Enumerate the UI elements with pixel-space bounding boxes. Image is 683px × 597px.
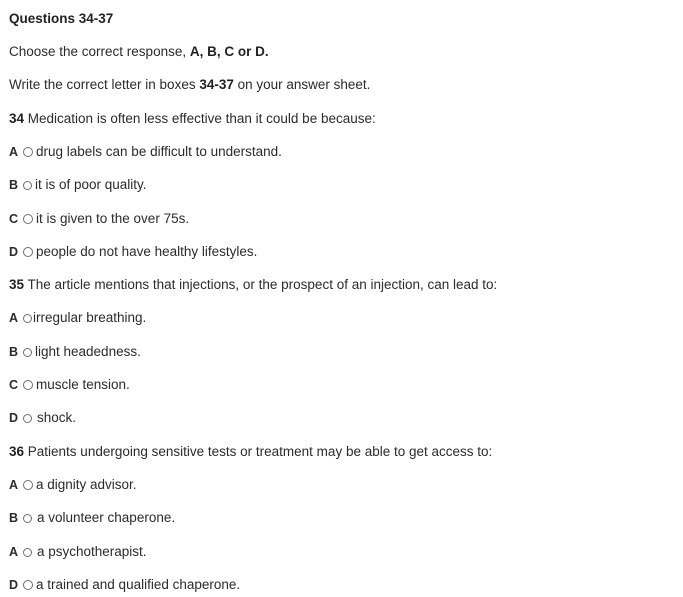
question-35-option-b[interactable] <box>9 343 141 361</box>
option-letter: A <box>9 545 19 559</box>
radio-button[interactable] <box>23 247 33 257</box>
question-number: 34 <box>9 111 25 126</box>
instruction-choose-text: Choose the correct response, <box>9 44 190 59</box>
option-text: it is given to the over 75s. <box>36 211 190 226</box>
radio-button[interactable] <box>23 514 32 523</box>
option-letter: D <box>9 578 19 592</box>
radio-button[interactable] <box>23 314 32 323</box>
question-35-option-c[interactable] <box>9 376 130 394</box>
instruction-choose-letters: A, B, C or D. <box>189 44 269 59</box>
option-text: a trained and qualified chaperone. <box>36 577 241 592</box>
radio-button[interactable] <box>23 214 33 224</box>
page-title: Questions 34-37 <box>9 11 114 26</box>
option-text: a psychotherapist. <box>37 544 147 559</box>
question-text: The article mentions that injections, or the prospect of an injection, can lead to: <box>24 277 498 292</box>
question-36-option-c[interactable] <box>9 543 147 561</box>
instruction-write-text: Write the correct letter in boxes <box>9 77 200 92</box>
instruction-write <box>9 76 370 94</box>
radio-button[interactable] <box>23 480 33 490</box>
radio-button[interactable] <box>23 181 32 190</box>
instruction-write-suffix: on your answer sheet. <box>233 77 371 92</box>
option-text: it is of poor quality. <box>35 177 147 192</box>
option-text: irregular breathing. <box>33 310 147 325</box>
instruction-write-range: 34-37 <box>199 77 234 92</box>
option-letter: A <box>9 478 19 492</box>
question-35-option-a[interactable] <box>9 309 146 327</box>
option-letter: B <box>9 511 19 525</box>
question-text: Medication is often less effective than it could be because: <box>24 111 376 126</box>
question-34-option-b[interactable] <box>9 176 147 194</box>
option-letter: B <box>9 345 19 359</box>
instruction-choose <box>9 43 269 61</box>
option-text: light headedness. <box>35 344 141 359</box>
question-text: Patients undergoing sensitive tests or treatment may be able to get access to: <box>24 444 493 459</box>
option-text: shock. <box>37 410 77 425</box>
option-text: people do not have healthy lifestyles. <box>36 244 258 259</box>
question-34-option-a[interactable] <box>9 143 282 161</box>
question-number: 36 <box>9 444 25 459</box>
option-letter: C <box>9 378 19 392</box>
option-letter: A <box>9 145 19 159</box>
option-letter: C <box>9 212 19 226</box>
option-letter: D <box>9 411 19 425</box>
radio-button[interactable] <box>23 348 32 357</box>
question-34-option-c[interactable] <box>9 210 189 228</box>
question-36-option-b[interactable] <box>9 509 175 527</box>
radio-button[interactable] <box>23 580 33 590</box>
question-36-option-d[interactable] <box>9 576 240 594</box>
option-letter: D <box>9 245 19 259</box>
question-34-prompt <box>9 110 376 128</box>
option-text: a dignity advisor. <box>36 477 137 492</box>
option-text: a volunteer chaperone. <box>37 510 176 525</box>
question-34-option-d[interactable] <box>9 243 257 261</box>
radio-button[interactable] <box>23 414 32 423</box>
option-letter: A <box>9 311 19 325</box>
radio-button[interactable] <box>23 380 33 390</box>
radio-button[interactable] <box>23 147 33 157</box>
question-35-prompt <box>9 276 497 294</box>
option-letter: B <box>9 178 19 192</box>
question-35-option-d[interactable] <box>9 409 76 427</box>
option-text: muscle tension. <box>36 377 130 392</box>
question-number: 35 <box>9 277 25 292</box>
question-36-option-a[interactable] <box>9 476 137 494</box>
question-36-prompt <box>9 443 492 461</box>
radio-button[interactable] <box>23 548 32 557</box>
option-text: drug labels can be difficult to understand. <box>36 144 282 159</box>
